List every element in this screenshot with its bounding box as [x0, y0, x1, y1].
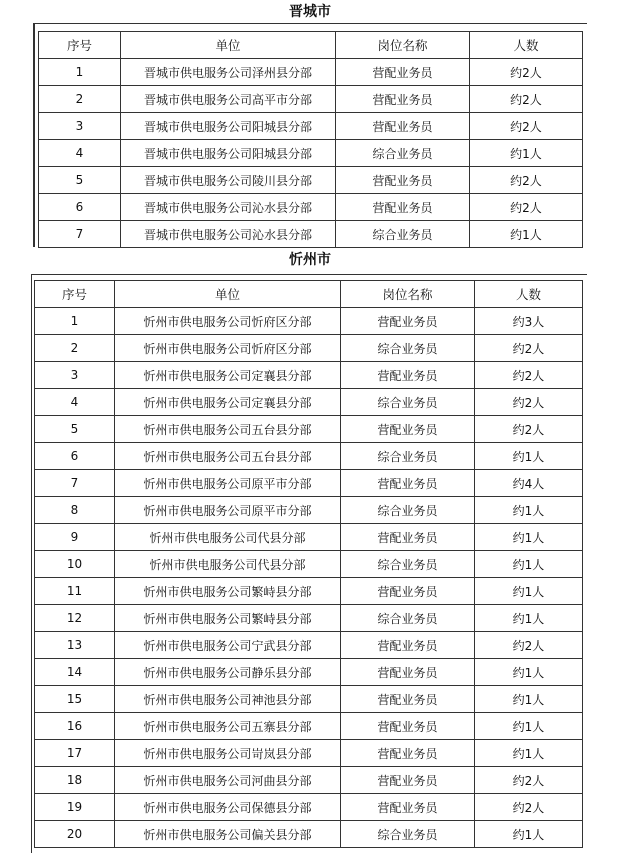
table-row	[35, 821, 583, 848]
cell-unit: 忻州市供电服务公司繁峙县分部	[115, 578, 341, 605]
table-row	[35, 497, 583, 524]
cell-index: 17	[35, 740, 115, 767]
table-xinzhou	[34, 280, 583, 848]
cell-count: 约2人	[470, 167, 583, 194]
table-row	[39, 113, 583, 140]
header-position: 岗位名称	[336, 32, 470, 59]
cell-unit: 忻州市供电服务公司忻府区分部	[115, 308, 341, 335]
cell-count: 约1人	[475, 551, 583, 578]
cell-unit: 忻州市供电服务公司五台县分部	[115, 443, 341, 470]
cell-position: 营配业务员	[341, 632, 475, 659]
cell-index: 10	[35, 551, 115, 578]
cell-unit: 晋城市供电服务公司阳城县分部	[121, 140, 336, 167]
cell-unit: 忻州市供电服务公司忻府区分部	[115, 335, 341, 362]
cell-position: 营配业务员	[341, 416, 475, 443]
cell-index: 20	[35, 821, 115, 848]
cell-index: 9	[35, 524, 115, 551]
cell-count: 约2人	[470, 59, 583, 86]
table-row	[35, 416, 583, 443]
table-row	[35, 713, 583, 740]
cell-count: 约1人	[470, 140, 583, 167]
cell-count: 约2人	[475, 335, 583, 362]
cell-position: 营配业务员	[341, 713, 475, 740]
table-row	[35, 389, 583, 416]
cell-position: 营配业务员	[336, 113, 470, 140]
cell-unit: 晋城市供电服务公司阳城县分部	[121, 113, 336, 140]
cell-index: 7	[39, 221, 121, 248]
cell-count: 约3人	[475, 308, 583, 335]
cell-count: 约1人	[475, 578, 583, 605]
cell-unit: 忻州市供电服务公司神池县分部	[115, 686, 341, 713]
cell-position: 综合业务员	[341, 335, 475, 362]
cell-unit: 晋城市供电服务公司泽州县分部	[121, 59, 336, 86]
table-header-row	[39, 32, 583, 59]
cell-index: 16	[35, 713, 115, 740]
cell-count: 约1人	[475, 713, 583, 740]
cell-count: 约1人	[470, 221, 583, 248]
cell-position: 营配业务员	[341, 659, 475, 686]
table-row	[35, 794, 583, 821]
table-row	[39, 59, 583, 86]
header-unit: 单位	[121, 32, 336, 59]
table-row	[35, 524, 583, 551]
cell-position: 综合业务员	[336, 140, 470, 167]
cell-index: 18	[35, 767, 115, 794]
cell-index: 7	[35, 470, 115, 497]
cell-unit: 忻州市供电服务公司定襄县分部	[115, 362, 341, 389]
cell-index: 1	[35, 308, 115, 335]
cell-index: 3	[35, 362, 115, 389]
cell-unit: 忻州市供电服务公司五寨县分部	[115, 713, 341, 740]
table-row	[35, 335, 583, 362]
cell-position: 营配业务员	[336, 86, 470, 113]
cell-count: 约2人	[475, 632, 583, 659]
cell-unit: 晋城市供电服务公司陵川县分部	[121, 167, 336, 194]
table-row	[35, 740, 583, 767]
cell-index: 1	[39, 59, 121, 86]
cell-position: 营配业务员	[341, 362, 475, 389]
header-unit: 单位	[115, 281, 341, 308]
table-row	[35, 659, 583, 686]
table-row	[39, 86, 583, 113]
header-index: 序号	[35, 281, 115, 308]
cell-index: 6	[35, 443, 115, 470]
cell-unit: 晋城市供电服务公司沁水县分部	[121, 194, 336, 221]
cell-count: 约2人	[475, 767, 583, 794]
cell-position: 营配业务员	[341, 524, 475, 551]
cell-position: 营配业务员	[336, 194, 470, 221]
cell-index: 4	[39, 140, 121, 167]
cell-index: 3	[39, 113, 121, 140]
cell-count: 约2人	[475, 362, 583, 389]
cell-index: 6	[39, 194, 121, 221]
cell-unit: 忻州市供电服务公司原平市分部	[115, 497, 341, 524]
cell-position: 综合业务员	[341, 443, 475, 470]
cell-position: 营配业务员	[341, 578, 475, 605]
table-row	[39, 194, 583, 221]
cell-unit: 晋城市供电服务公司沁水县分部	[121, 221, 336, 248]
cell-unit: 忻州市供电服务公司偏关县分部	[115, 821, 341, 848]
cell-index: 5	[39, 167, 121, 194]
cell-unit: 忻州市供电服务公司静乐县分部	[115, 659, 341, 686]
cell-unit: 忻州市供电服务公司河曲县分部	[115, 767, 341, 794]
table-jincheng	[38, 31, 583, 248]
cell-position: 综合业务员	[341, 551, 475, 578]
cell-unit: 忻州市供电服务公司繁峙县分部	[115, 605, 341, 632]
cell-index: 2	[39, 86, 121, 113]
header-count: 人数	[470, 32, 583, 59]
table-row	[39, 221, 583, 248]
cell-count: 约1人	[475, 821, 583, 848]
cell-count: 约2人	[470, 113, 583, 140]
cell-count: 约4人	[475, 470, 583, 497]
cell-count: 约2人	[470, 194, 583, 221]
table-row	[35, 767, 583, 794]
table-header-row	[35, 281, 583, 308]
cell-unit: 忻州市供电服务公司保德县分部	[115, 794, 341, 821]
cell-position: 营配业务员	[341, 794, 475, 821]
cell-count: 约2人	[470, 86, 583, 113]
cell-position: 综合业务员	[341, 605, 475, 632]
cell-unit: 忻州市供电服务公司宁武县分部	[115, 632, 341, 659]
cell-count: 约1人	[475, 686, 583, 713]
cell-count: 约2人	[475, 794, 583, 821]
cell-position: 综合业务员	[341, 497, 475, 524]
cell-position: 综合业务员	[336, 221, 470, 248]
cell-position: 综合业务员	[341, 821, 475, 848]
cell-position: 营配业务员	[341, 767, 475, 794]
cell-unit: 晋城市供电服务公司高平市分部	[121, 86, 336, 113]
cell-position: 营配业务员	[341, 308, 475, 335]
table-row	[35, 578, 583, 605]
cell-position: 营配业务员	[336, 59, 470, 86]
header-count: 人数	[475, 281, 583, 308]
header-index: 序号	[39, 32, 121, 59]
cell-unit: 忻州市供电服务公司代县分部	[115, 551, 341, 578]
cell-unit: 忻州市供电服务公司岢岚县分部	[115, 740, 341, 767]
table-row	[35, 632, 583, 659]
cell-position: 营配业务员	[336, 167, 470, 194]
header-position: 岗位名称	[341, 281, 475, 308]
section-title-jincheng: 晋城市	[289, 4, 331, 20]
cell-position: 营配业务员	[341, 686, 475, 713]
table-row	[35, 362, 583, 389]
cell-index: 11	[35, 578, 115, 605]
cell-index: 19	[35, 794, 115, 821]
cell-index: 8	[35, 497, 115, 524]
cell-index: 2	[35, 335, 115, 362]
cell-count: 约1人	[475, 524, 583, 551]
cell-count: 约1人	[475, 659, 583, 686]
table-row	[35, 470, 583, 497]
cell-position: 营配业务员	[341, 740, 475, 767]
table-row	[35, 605, 583, 632]
cell-count: 约1人	[475, 605, 583, 632]
cell-unit: 忻州市供电服务公司定襄县分部	[115, 389, 341, 416]
cell-unit: 忻州市供电服务公司代县分部	[115, 524, 341, 551]
table-row	[39, 167, 583, 194]
cell-index: 4	[35, 389, 115, 416]
table-row	[35, 686, 583, 713]
cell-position: 营配业务员	[341, 470, 475, 497]
cell-count: 约1人	[475, 497, 583, 524]
cell-index: 5	[35, 416, 115, 443]
cell-count: 约1人	[475, 443, 583, 470]
table-row	[35, 551, 583, 578]
cell-count: 约2人	[475, 389, 583, 416]
cell-unit: 忻州市供电服务公司原平市分部	[115, 470, 341, 497]
cell-count: 约2人	[475, 416, 583, 443]
cell-count: 约1人	[475, 740, 583, 767]
cell-index: 13	[35, 632, 115, 659]
cell-index: 14	[35, 659, 115, 686]
table-row	[35, 308, 583, 335]
section-title-xinzhou: 忻州市	[289, 252, 331, 268]
table-row	[35, 443, 583, 470]
cell-position: 综合业务员	[341, 389, 475, 416]
cell-unit: 忻州市供电服务公司五台县分部	[115, 416, 341, 443]
table-row	[39, 140, 583, 167]
cell-index: 12	[35, 605, 115, 632]
cell-index: 15	[35, 686, 115, 713]
